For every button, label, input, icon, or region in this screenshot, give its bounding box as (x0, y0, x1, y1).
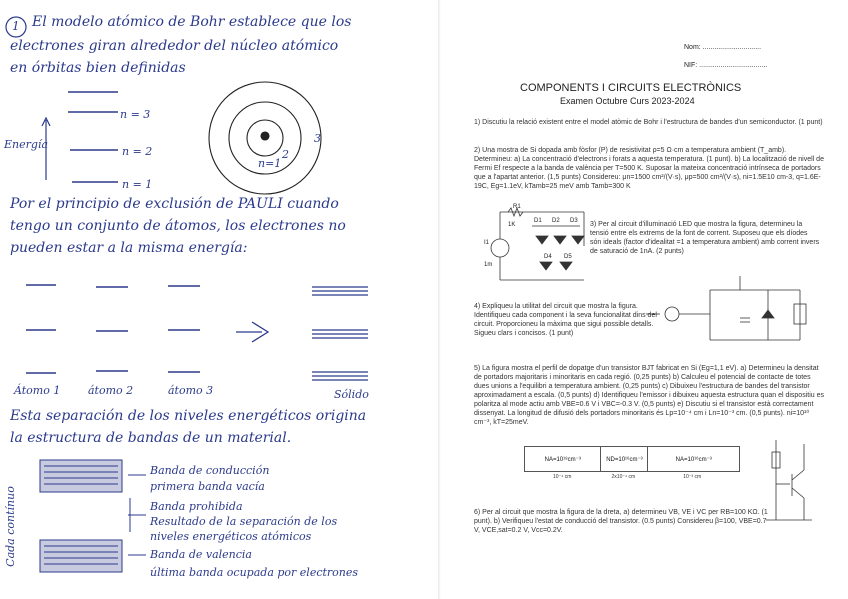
q3-label-1m: 1m (484, 262, 493, 268)
orbit-center-label: n=1 (258, 157, 282, 170)
solid-label: Sólido (334, 388, 369, 401)
atom-2-label: átomo 2 (88, 384, 134, 397)
q3-label-d1: D1 (534, 218, 542, 224)
level-n3-label: n = 3 (120, 108, 151, 121)
width-emitter: 10⁻⁴ cm (552, 474, 572, 480)
band-diagram (40, 460, 146, 572)
conduction-band-label: Banda de conducción (150, 464, 270, 477)
question-5: 5) La figura mostra el perfil de dopatge d'un transistor BJT fabricat en Si (Eg=1,1 eV). a) Determineu la densitat de portadors majoritaris i minoritaris en cada regió. (0,25 punts) b) Calculeu el potencial de contacte de totes dues unions a l'equilibri a temperatura ambient. (0,25 punts) c) Dibuixeu l'estructura de bandes del transistor aproximadament a escala. (0,5 punts) d) Identifiqueu l'emissor i dibuixeu aquesta estructura quan el dispositiu es polaritza al mode actiu amb VBE=0.6 V i VBC=-0.3 V. (0,5 punts) e) Discutiu si el transistor està correctament dissenyat. La longitud de difusió dels portadors minoritaris és Lp=10⁻⁴ cm i Ln=10⁻³ cm. (0,5 punts). ni=10¹⁰ cm⁻³, kT=25meV. (474, 365, 824, 426)
bohr-intro-line-3: en órbitas bien definidas (10, 60, 186, 76)
bohr-intro-line-1: El modelo atómico de Bohr establece que los (32, 14, 352, 30)
question-4: 4) Expliqueu la utilitat del circuit que mostra la figura. Identifiqueu cada component i la seva funcionalitat dins del circuit. Proporcioneu la màxima que sigui possible detalls. Sigueu clars i concisos. (1 punt) (474, 303, 657, 337)
q3-label-d5: D5 (564, 254, 572, 260)
bohr-atom-diagram (209, 82, 321, 194)
level-n1-label: n = 1 (122, 178, 153, 191)
region-emitter: NA=10¹⁸cm⁻³ (525, 447, 601, 471)
region-base: ND=10¹⁶cm⁻³ (601, 447, 648, 471)
pauli-line-3: pueden estar a la misma energía: (10, 240, 248, 256)
bands-intro-line-2: la estructura de bandas de un material. (10, 430, 292, 446)
bohr-intro-line-2: electrones giran alrededor del núcleo atómico (10, 38, 339, 54)
atom-3-label: átomo 3 (168, 384, 214, 397)
q3-label-i1: I1 (484, 240, 490, 246)
q3-label-d2: D2 (552, 218, 560, 224)
orbit-3-label: 3 (314, 132, 321, 145)
conduction-band-note: primera banda vacía (150, 480, 265, 493)
bands-intro-line-1: Esta separación de los niveles energéticos origina (10, 408, 367, 424)
atom-1-label: Átomo 1 (14, 384, 61, 397)
question-1: 1) Discutiu la relació existent entre el model atòmic de Bohr i l'estructura de bandes d'un semiconductor. (1 punt) (474, 119, 823, 126)
exam-subtitle: Examen Octubre Curs 2023-2024 (560, 96, 695, 106)
orbit-2-label: 2 (282, 148, 289, 161)
q3-label-r1: R1 (513, 204, 521, 210)
valence-band-label: Banda de valencia (150, 548, 252, 561)
region-collector: NA=10¹⁶cm⁻³ (675, 456, 712, 463)
exam-title: COMPONENTS I CIRCUITS ELECTRÒNICS (520, 82, 742, 94)
forbidden-band-note-2: niveles energéticos atómicos (150, 530, 312, 543)
vertical-continuum-label: Cada contínuo (3, 486, 17, 567)
id-field: NIF: ................................... (684, 62, 768, 69)
forbidden-band-label: Banda prohibida (150, 500, 243, 513)
width-collector: 10⁻³ cm (683, 474, 702, 480)
valence-band-note: última banda ocupada por electrones (150, 566, 359, 579)
width-base: 2x10⁻⁴ cm (611, 474, 636, 480)
question-2: 2) Una mostra de Si dopada amb fòsfor (P) de resistivitat ρ=5 Ω·cm a temperatura ambient (T_amb). Determineu: a) La concentració d'electrons i forats a aquesta temperatura. (1 punt). b) La localització de nivell de Fermi Ef respecte a la banda de valència per T=500 K. Suposar la mateixa concentració intrínseca de portadors que a l'apartat anterior. (1,5 punts) Considereu: μn=1500 cm²/(V·s), μp=500 cm²/(V·s), ni=1.5E10 cm-3, q=1.6E-19C, Eg=1.1eV, kTamb=25 meV amb Tamb=300 K (474, 147, 824, 190)
solid-bands (312, 287, 368, 380)
pauli-line-1: Por el principio de exclusión de PAULI cuando (10, 196, 339, 212)
energy-levels (68, 92, 118, 182)
q3-label-d3: D3 (570, 218, 578, 224)
forbidden-band-note-1: Resultado de la separación de los (150, 515, 338, 528)
level-n2-label: n = 2 (122, 145, 153, 158)
q3-label-d4: D4 (544, 254, 552, 260)
q3-label-1k: 1K (508, 222, 516, 228)
name-field: Nom: .............................. (684, 44, 762, 51)
energy-label: Energía (4, 138, 48, 151)
question-3: 3) Per al circuit d'illuminació LED que mostra la figura, determineu la tensió entre els extrems de la font de corrent. Suposeu que els díodes són ideals (factor d'idealitat =1 a temperatura ambient) amb corrent invers de saturació de 1nA. (2 punts) (590, 221, 820, 255)
exam-sheet-page (440, 0, 848, 599)
arrow-icon (236, 322, 268, 342)
pauli-line-2: tengo un conjunto de átomos, los electrones no (10, 218, 346, 234)
question-number: 1 (12, 19, 20, 33)
atom-energy-levels (26, 285, 200, 373)
question-6: 6) Per al circuit que mostra la figura de la dreta, a) determineu VB, VE i VC per RB=100 KΩ. (1 punt). b) Verifiqueu l'estat de conducció del transistor. (0.5 punts) Considereu β=100, VBE=0.7 V, VCE,sat=0.2 V, Vcc=0.2V. (474, 509, 768, 534)
